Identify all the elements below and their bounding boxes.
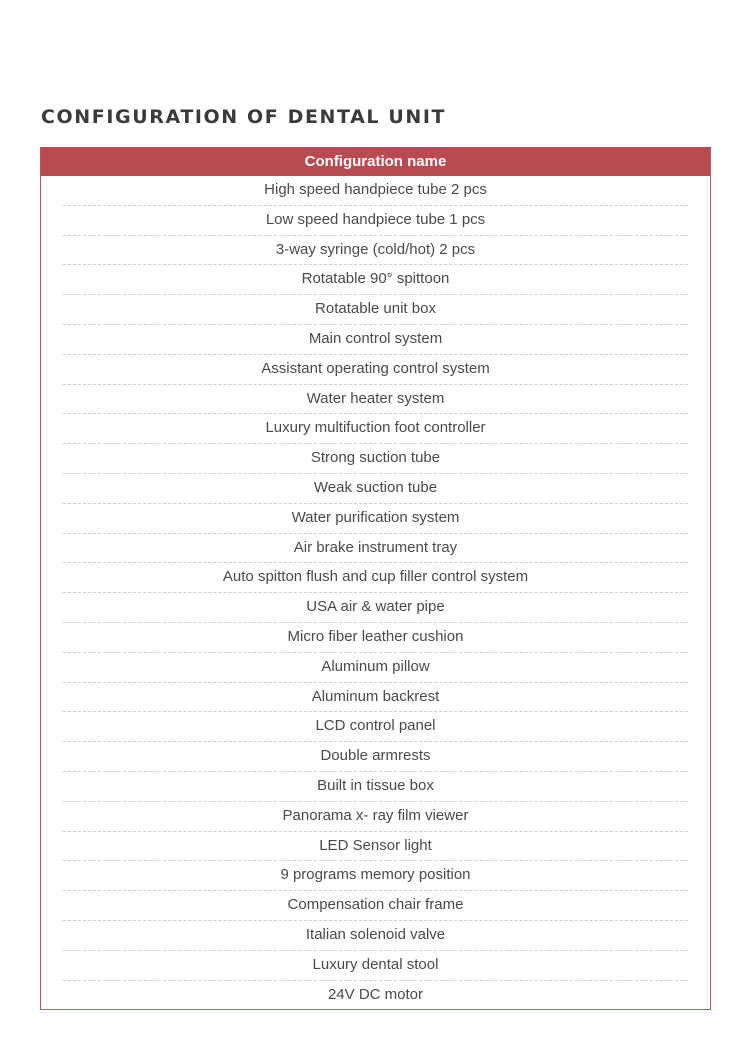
- table-row: Italian solenoid valve: [63, 921, 688, 951]
- table-row: Built in tissue box: [63, 772, 688, 802]
- table-row: Air brake instrument tray: [63, 534, 688, 564]
- table-row: Main control system: [63, 325, 688, 355]
- table-body: [41, 176, 710, 1010]
- table-row: Weak suction tube: [63, 474, 688, 504]
- table-row: Luxury dental stool: [63, 951, 688, 981]
- configuration-table: [40, 147, 711, 1010]
- table-row: 3-way syringe (cold/hot) 2 pcs: [63, 236, 688, 266]
- table-row: Aluminum backrest: [63, 683, 688, 713]
- table-row: 9 programs memory position: [63, 861, 688, 891]
- table-row: LCD control panel: [63, 712, 688, 742]
- table-row: Aluminum pillow: [63, 653, 688, 683]
- table-row: Rotatable 90° spittoon: [63, 265, 688, 295]
- table-row: Rotatable unit box: [63, 295, 688, 325]
- table-row: Low speed handpiece tube 1 pcs: [63, 206, 688, 236]
- table-row: LED Sensor light: [63, 832, 688, 862]
- table-row: Panorama x- ray film viewer: [63, 802, 688, 832]
- table-row: Assistant operating control system: [63, 355, 688, 385]
- table-row: 24V DC motor: [327, 985, 424, 1003]
- table-row: High speed handpiece tube 2 pcs: [63, 176, 688, 206]
- table-row: Strong suction tube: [63, 444, 688, 474]
- table-row: Auto spitton flush and cup filler control system: [63, 563, 688, 593]
- table-row: Luxury multifuction foot controller: [63, 414, 688, 444]
- table-header: Configuration name: [41, 147, 710, 176]
- table-row: Water purification system: [63, 504, 688, 534]
- table-row: Compensation chair frame: [63, 891, 688, 921]
- table-row: USA air & water pipe: [63, 593, 688, 623]
- table-row: Water heater system: [63, 385, 688, 415]
- table-row: Micro fiber leather cushion: [63, 623, 688, 653]
- table-row: Double armrests: [63, 742, 688, 772]
- page-title: CONFIGURATION OF DENTAL UNIT: [41, 106, 447, 128]
